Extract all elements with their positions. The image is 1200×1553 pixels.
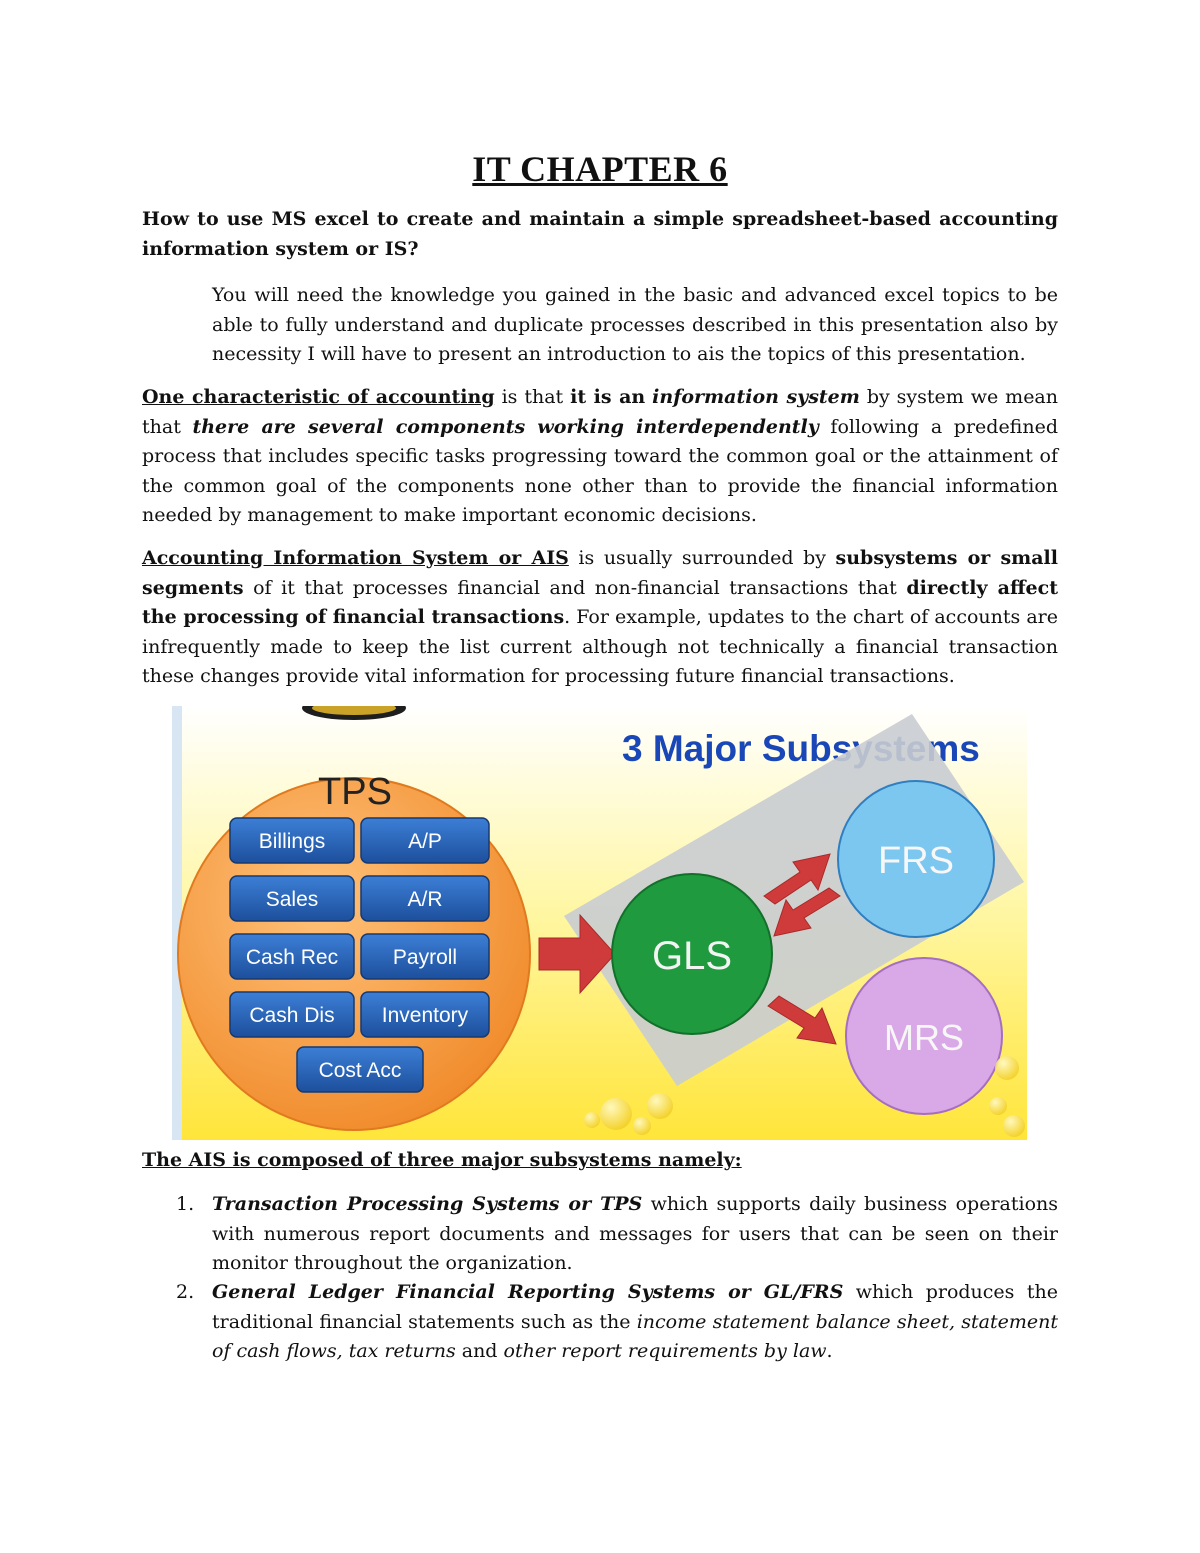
para2-bold: directly affect the processing of financial transactions (142, 576, 1058, 628)
list-item-text: . (826, 1340, 833, 1362)
list-item-term: General Ledger Financial Reporting Systems or GL/FRS (212, 1281, 844, 1303)
tps-item-label: A/P (408, 830, 442, 853)
bubble (995, 1056, 1019, 1080)
bubble (584, 1112, 600, 1128)
list-item-text: which produces the traditional financial statements such as the (212, 1281, 1058, 1333)
para1-text: by system we mean that (142, 386, 1059, 438)
tps-item-billings (230, 818, 354, 863)
list-item-text: which supports daily business operations with numerous report documents and messages for users that can be seen on their monitor throughout the organization. (212, 1193, 1058, 1274)
frs-label: FRS (878, 840, 954, 882)
tps-item-cash-dis (230, 992, 354, 1037)
list-intro: The AIS is composed of three major subsystems namely: (142, 1149, 742, 1171)
tps-item-cost-acc (297, 1047, 423, 1092)
para1-bold-italic: information system (652, 386, 860, 408)
tps-item-a-r (361, 876, 489, 921)
para1-text: following a predefined process that includes specific tasks progressing toward the common goal or the attainment of the common goal of the components none other than to provide the financial information needed by management to make important economic decisions. (142, 415, 1059, 526)
mrs-label: MRS (884, 1017, 964, 1058)
para2-bold: subsystems or small segments (142, 547, 1058, 599)
tps-label: TPS (318, 771, 392, 813)
para1-text: is that (494, 386, 571, 408)
paragraph-ais (142, 544, 1058, 692)
para2-lead: Accounting Information System or AIS (142, 547, 569, 569)
list-number: 1. (176, 1193, 195, 1215)
para1-lead: One characteristic of accounting (142, 386, 495, 408)
tps-item-label: Sales (265, 888, 319, 911)
tps-item-label: Cash Rec (245, 946, 339, 969)
tps-item-payroll (361, 934, 489, 979)
gls-label: GLS (651, 934, 733, 978)
bubble (647, 1093, 673, 1119)
tps-item-label: Payroll (392, 946, 458, 969)
para2-text: is usually surrounded by (568, 547, 836, 569)
tps-item-sales (230, 876, 354, 921)
question-heading: How to use MS excel to create and maintain a simple spreadsheet-based accounting information system or IS? (142, 208, 1058, 260)
list-item-italic: income statement balance sheet, statement of cash flows, tax returns (212, 1310, 1058, 1362)
list-item-term: Transaction Processing Systems or TPS (212, 1193, 643, 1215)
list-item (176, 1278, 1058, 1367)
tps-item-a-p (361, 818, 489, 863)
tps-item-inventory (361, 992, 489, 1037)
tps-item-cash-rec (230, 934, 354, 979)
list-number: 2. (176, 1281, 195, 1303)
subsystems-diagram (172, 706, 1027, 1140)
para2-text: . For example, updates to the chart of accounts are infrequently made to keep the list current although not technically a financial transaction these changes provide vital information for processing future financial transactions. (142, 606, 1058, 687)
para1-bold: it is an (570, 386, 646, 408)
tps-item-label: Billings (258, 830, 326, 853)
tps-item-label: Cost Acc (318, 1059, 402, 1082)
para1-bold-italic: there are several components working interdependently (192, 415, 819, 438)
list-item (176, 1190, 1058, 1279)
bubble (633, 1117, 651, 1135)
tps-item-label: Cash Dis (249, 1004, 335, 1027)
list-item-italic: other report requirements by law (503, 1340, 827, 1362)
tps-item-label: A/R (407, 888, 443, 911)
bubble (600, 1098, 632, 1130)
page-title: IT CHAPTER 6 (472, 149, 728, 189)
list-item-text: and (455, 1340, 504, 1362)
indent-paragraph: You will need the knowledge you gained in the basic and advanced excel topics to be able to fully understand and duplicate processes described in this presentation also by necessity I will have to present an introduction to ais the topics of this presentation. (212, 284, 1058, 365)
bubble (1003, 1115, 1025, 1137)
diagram-heading: 3 Major Subsystems (622, 728, 980, 769)
tps-item-label: Inventory (381, 1004, 469, 1027)
paragraph-accounting-characteristic (142, 383, 1058, 531)
para2-text: of it that processes financial and non-financial transactions that (243, 576, 907, 599)
bubble (989, 1097, 1007, 1115)
